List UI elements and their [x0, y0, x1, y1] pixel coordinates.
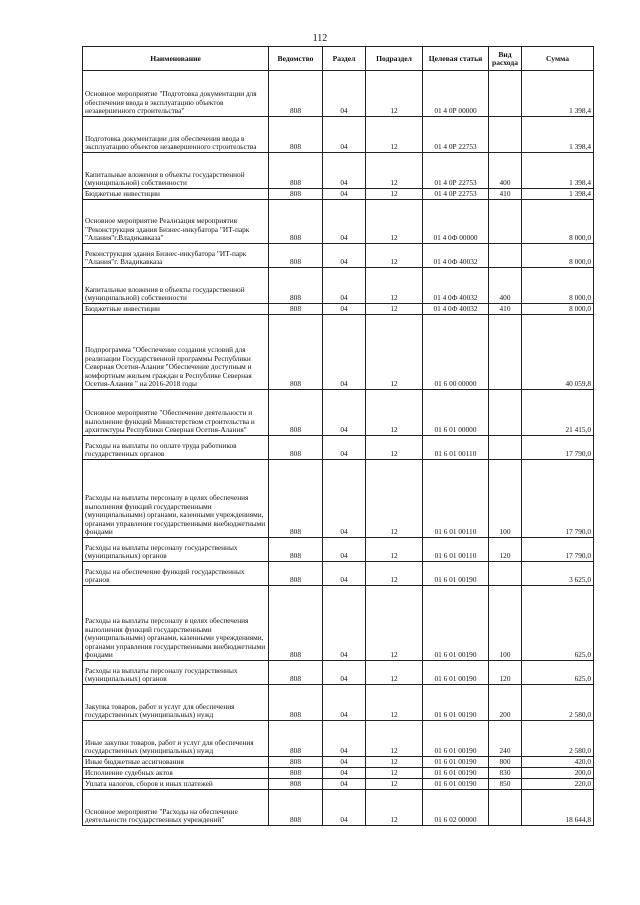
table-row [83, 390, 594, 436]
row-sum: 17 790,0 [522, 436, 594, 460]
row-name: Закупка товаров, работ и услуг для обеспечения государственных (муниципальных) нужд [83, 685, 269, 721]
table-row [83, 268, 594, 304]
row-expense-type [489, 117, 522, 153]
row-expense-type: 100 [489, 586, 522, 661]
row-vedomstvo: 808 [269, 562, 323, 586]
row-expense-type [489, 562, 522, 586]
table-row [83, 779, 594, 790]
row-razdel: 04 [323, 244, 366, 268]
table-row [83, 790, 594, 826]
row-sum: 8 000,0 [522, 304, 594, 315]
table-row [83, 460, 594, 538]
table-row [83, 685, 594, 721]
header-podrazdel: Подраздел [366, 47, 423, 71]
table-row [83, 244, 594, 268]
row-vedomstvo: 808 [269, 268, 323, 304]
row-vedomstvo: 808 [269, 315, 323, 390]
row-expense-type: 830 [489, 768, 522, 779]
row-sum: 21 415,0 [522, 390, 594, 436]
row-sum: 2 580,0 [522, 685, 594, 721]
row-podrazdel: 12 [366, 71, 423, 117]
row-sum: 220,0 [522, 779, 594, 790]
row-vedomstvo: 808 [269, 790, 323, 826]
row-sum: 8 000,0 [522, 268, 594, 304]
row-podrazdel: 12 [366, 390, 423, 436]
row-name: Бюджетные инвестиции [83, 189, 269, 200]
row-expense-type: 200 [489, 685, 522, 721]
row-razdel: 04 [323, 268, 366, 304]
table-row [83, 721, 594, 757]
row-vedomstvo: 808 [269, 244, 323, 268]
row-name: Расходы на выплаты по оплате труда работников государственных органов [83, 436, 269, 460]
row-sum: 1 398,4 [522, 153, 594, 189]
row-podrazdel: 12 [366, 315, 423, 390]
row-podrazdel: 12 [366, 244, 423, 268]
row-sum: 17 790,0 [522, 460, 594, 538]
row-podrazdel: 12 [366, 779, 423, 790]
row-razdel: 04 [323, 304, 366, 315]
row-name: Иные закупки товаров, работ и услуг для обеспечения государственных (муниципальных) нужд [83, 721, 269, 757]
row-name: Основное мероприятие "Обеспечение деятельности и выполнение функций Министерством строительства и архитектуры Республики Северная Осетия-Алания" [83, 390, 269, 436]
row-expense-type: 100 [489, 460, 522, 538]
row-target-article: 01 6 01 00190 [423, 685, 489, 721]
row-vedomstvo: 808 [269, 117, 323, 153]
row-vedomstvo: 808 [269, 460, 323, 538]
row-razdel: 04 [323, 757, 366, 768]
row-sum: 8 000,0 [522, 244, 594, 268]
row-vedomstvo: 808 [269, 538, 323, 562]
table-row [83, 200, 594, 244]
table-row [83, 71, 594, 117]
row-target-article: 01 6 01 00190 [423, 661, 489, 685]
row-target-article: 01 4 0Ф 40032 [423, 304, 489, 315]
row-expense-type: 120 [489, 661, 522, 685]
row-expense-type [489, 390, 522, 436]
row-razdel: 04 [323, 661, 366, 685]
row-podrazdel: 12 [366, 153, 423, 189]
row-podrazdel: 12 [366, 436, 423, 460]
row-razdel: 04 [323, 685, 366, 721]
row-name: Бюджетные инвестиции [83, 304, 269, 315]
header-name: Наименование [83, 47, 269, 71]
row-sum: 420,0 [522, 757, 594, 768]
row-razdel: 04 [323, 790, 366, 826]
row-name: Основное мероприятие "Подготовка документации для обеспечения ввода в эксплуатацию объектов незавершенного строительства" [83, 71, 269, 117]
row-target-article: 01 4 0Р 22753 [423, 153, 489, 189]
row-expense-type [489, 244, 522, 268]
row-target-article: 01 6 01 00000 [423, 390, 489, 436]
row-podrazdel: 12 [366, 117, 423, 153]
row-name: Исполнение судебных актов [83, 768, 269, 779]
row-vedomstvo: 808 [269, 768, 323, 779]
row-vedomstvo: 808 [269, 390, 323, 436]
row-podrazdel: 12 [366, 768, 423, 779]
row-target-article: 01 6 01 00190 [423, 768, 489, 779]
row-razdel: 04 [323, 779, 366, 790]
row-sum: 1 398,4 [522, 189, 594, 200]
row-vedomstvo: 808 [269, 189, 323, 200]
table-row [83, 315, 594, 390]
row-vedomstvo: 808 [269, 757, 323, 768]
row-expense-type [489, 71, 522, 117]
row-expense-type [489, 790, 522, 826]
row-name: Расходы на выплаты персоналу государственных (муниципальных) органов [83, 538, 269, 562]
row-expense-type: 850 [489, 779, 522, 790]
row-name: Расходы на выплаты персоналу в целях обеспечения выполнения функций государственными (муниципальными) органами, казенными учреждениями, органами управления государственными внебюджетными фондами [83, 460, 269, 538]
table-row [83, 661, 594, 685]
header-target-article: Целевая статья [423, 47, 489, 71]
table-row [83, 117, 594, 153]
budget-table [82, 46, 594, 826]
row-podrazdel: 12 [366, 790, 423, 826]
row-target-article: 01 6 01 00110 [423, 538, 489, 562]
row-sum: 40 059,8 [522, 315, 594, 390]
row-expense-type: 120 [489, 538, 522, 562]
row-podrazdel: 12 [366, 757, 423, 768]
row-name: Основное мероприятие "Расходы на обеспечение деятельности государственных учреждений" [83, 790, 269, 826]
row-name: Расходы на выплаты персоналу государственных (муниципальных) органов [83, 661, 269, 685]
row-vedomstvo: 808 [269, 721, 323, 757]
row-name: Подпрограмма "Обеспечение создания условий для реализации Государственной программы Республики Северная Осетия-Алания "Обеспечение доступным и комфортным жильем граждан в Республике Северная Осетия-Алания " на 2016-2018 годы [83, 315, 269, 390]
row-razdel: 04 [323, 721, 366, 757]
row-name: Иные бюджетные ассигнования [83, 757, 269, 768]
row-name: Расходы на выплаты персоналу в целях обеспечения выполнения функций государственными (муниципальными) органами, казенными учреждениями, органами управления государственными внебюджетными фондами [83, 586, 269, 661]
row-expense-type [489, 200, 522, 244]
header-vedomstvo: Ведомство [269, 47, 323, 71]
row-sum: 1 398,4 [522, 117, 594, 153]
row-name: Подготовка документации для обеспечения ввода в эксплуатацию объектов незавершенного строительства [83, 117, 269, 153]
row-razdel: 04 [323, 117, 366, 153]
row-sum: 625,0 [522, 586, 594, 661]
row-sum: 3 625,0 [522, 562, 594, 586]
row-podrazdel: 12 [366, 200, 423, 244]
row-target-article: 01 6 01 00190 [423, 721, 489, 757]
row-vedomstvo: 808 [269, 779, 323, 790]
row-podrazdel: 12 [366, 304, 423, 315]
table-row [83, 538, 594, 562]
row-target-article: 01 4 0Р 22753 [423, 189, 489, 200]
row-sum: 625,0 [522, 661, 594, 685]
row-target-article: 01 4 0Р 22753 [423, 117, 489, 153]
row-expense-type: 800 [489, 757, 522, 768]
table-header [83, 47, 594, 71]
row-vedomstvo: 808 [269, 661, 323, 685]
table-row [83, 586, 594, 661]
table-row [83, 153, 594, 189]
row-sum: 8 000,0 [522, 200, 594, 244]
table-row [83, 436, 594, 460]
row-vedomstvo: 808 [269, 153, 323, 189]
row-razdel: 04 [323, 586, 366, 661]
row-target-article: 01 4 0Ф 00000 [423, 200, 489, 244]
row-expense-type: 400 [489, 268, 522, 304]
row-vedomstvo: 808 [269, 436, 323, 460]
row-name: Реконструкция здания Бизнес-инкубатора "ИТ-парк "Алания"г. Владикавказа [83, 244, 269, 268]
row-vedomstvo: 808 [269, 304, 323, 315]
row-razdel: 04 [323, 189, 366, 200]
row-razdel: 04 [323, 538, 366, 562]
row-podrazdel: 12 [366, 460, 423, 538]
row-razdel: 04 [323, 390, 366, 436]
row-expense-type [489, 436, 522, 460]
row-target-article: 01 6 01 00110 [423, 460, 489, 538]
row-expense-type: 400 [489, 153, 522, 189]
row-podrazdel: 12 [366, 562, 423, 586]
table-body [83, 71, 594, 826]
header-row [83, 47, 594, 71]
row-razdel: 04 [323, 768, 366, 779]
header-expense-type: Вид расхода [489, 47, 522, 71]
page-number: 112 [312, 33, 328, 44]
row-name: Капитальные вложения в объекты государственной (муниципальной) собственности [83, 268, 269, 304]
row-vedomstvo: 808 [269, 586, 323, 661]
row-sum: 17 790,0 [522, 538, 594, 562]
row-podrazdel: 12 [366, 189, 423, 200]
row-sum: 2 580,0 [522, 721, 594, 757]
row-razdel: 04 [323, 315, 366, 390]
row-expense-type: 240 [489, 721, 522, 757]
row-target-article: 01 4 0Р 00000 [423, 71, 489, 117]
table-row [83, 757, 594, 768]
row-razdel: 04 [323, 153, 366, 189]
row-name: Основное мероприятие Реализация мероприятия "Реконструкция здания Бизнес-инкубатора "ИТ-парк "Алания"г.Владикавказа" [83, 200, 269, 244]
row-sum: 1 398,4 [522, 71, 594, 117]
row-target-article: 01 6 01 00190 [423, 562, 489, 586]
row-podrazdel: 12 [366, 586, 423, 661]
row-razdel: 04 [323, 562, 366, 586]
row-target-article: 01 4 0Ф 40032 [423, 244, 489, 268]
row-target-article: 01 6 01 00190 [423, 757, 489, 768]
row-expense-type: 410 [489, 304, 522, 315]
header-sum: Сумма [522, 47, 594, 71]
row-target-article: 01 6 01 00110 [423, 436, 489, 460]
row-name: Уплата налогов, сборов и иных платежей [83, 779, 269, 790]
header-razdel: Раздел [323, 47, 366, 71]
row-name: Расходы на обеспечение функций государственных органов [83, 562, 269, 586]
row-vedomstvo: 808 [269, 200, 323, 244]
row-razdel: 04 [323, 71, 366, 117]
row-podrazdel: 12 [366, 661, 423, 685]
row-vedomstvo: 808 [269, 685, 323, 721]
row-podrazdel: 12 [366, 685, 423, 721]
row-target-article: 01 6 01 00190 [423, 779, 489, 790]
row-podrazdel: 12 [366, 721, 423, 757]
row-podrazdel: 12 [366, 268, 423, 304]
row-target-article: 01 6 02 00000 [423, 790, 489, 826]
row-razdel: 04 [323, 460, 366, 538]
row-razdel: 04 [323, 200, 366, 244]
row-expense-type [489, 315, 522, 390]
row-vedomstvo: 808 [269, 71, 323, 117]
row-podrazdel: 12 [366, 538, 423, 562]
row-target-article: 01 4 0Ф 40032 [423, 268, 489, 304]
row-sum: 18 644,8 [522, 790, 594, 826]
row-sum: 200,0 [522, 768, 594, 779]
row-target-article: 01 6 01 00190 [423, 586, 489, 661]
row-target-article: 01 6 00 00000 [423, 315, 489, 390]
table-row [83, 304, 594, 315]
row-expense-type: 410 [489, 189, 522, 200]
table-row [83, 189, 594, 200]
row-razdel: 04 [323, 436, 366, 460]
table-row [83, 768, 594, 779]
row-name: Капитальные вложения в объекты государственной (муниципальной) собственности [83, 153, 269, 189]
table-row [83, 562, 594, 586]
